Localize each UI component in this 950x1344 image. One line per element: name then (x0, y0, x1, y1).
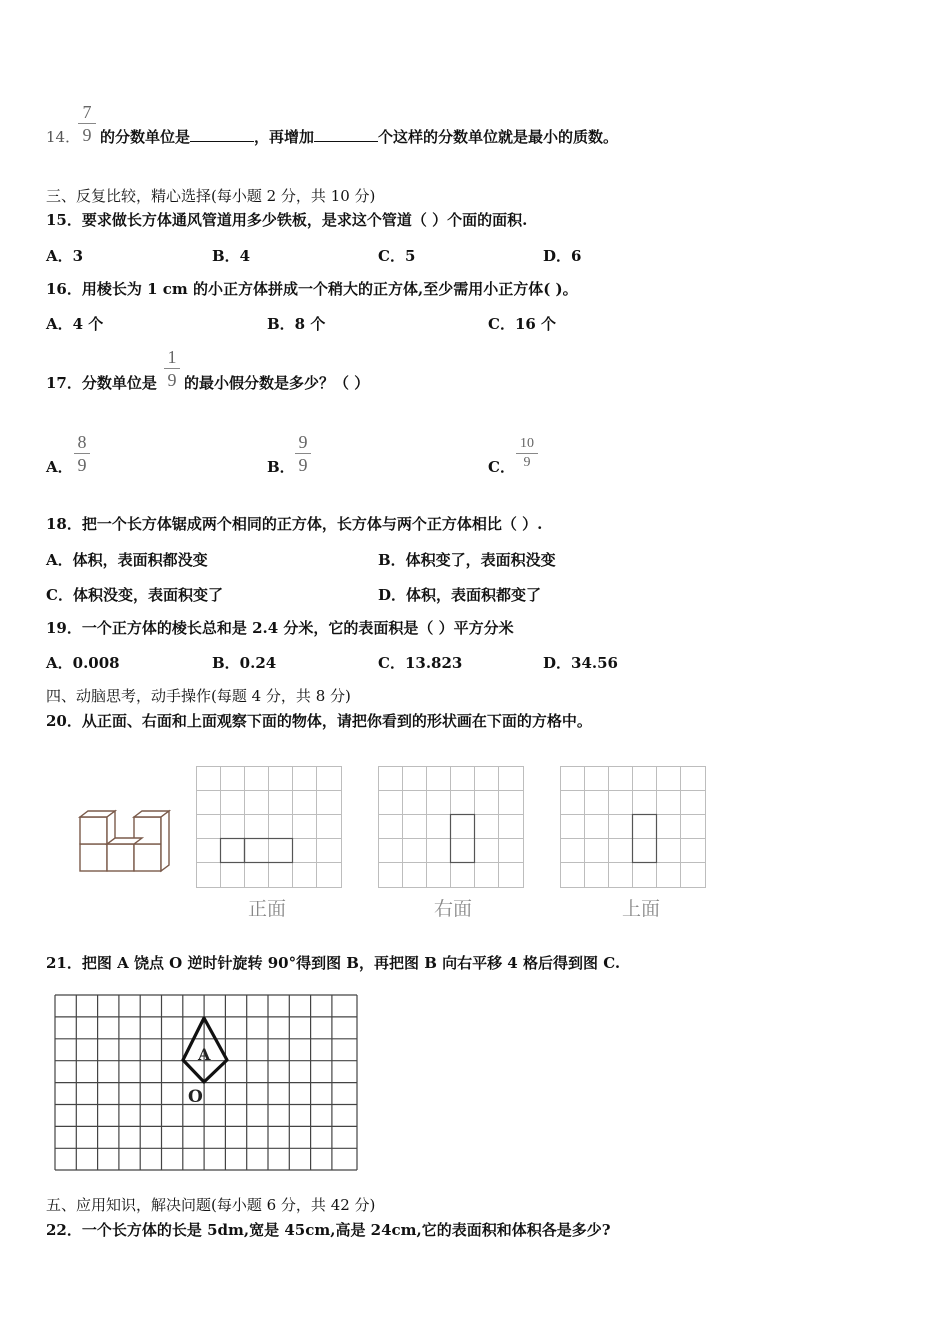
q17-option-c-fraction: 10 9 (516, 436, 538, 471)
q17-option-b-label[interactable]: B． (267, 458, 295, 476)
point-o-label: O (188, 1087, 203, 1107)
q14-blank-2[interactable] (314, 127, 378, 142)
question-22: 22．一个长方体的长是 5dm,宽是 45cm,高是 24cm,它的表面积和体积各是多少? (46, 1221, 611, 1239)
grid-front[interactable] (196, 766, 344, 890)
question-19: 19．一个正方体的棱长总和是 2.4 分米，它的表面积是（ ）平方分米 (46, 619, 514, 637)
q19-option-b[interactable]: B．0.24 (212, 654, 277, 672)
q16-option-a[interactable]: A．4 个 (46, 315, 104, 333)
q18-option-c[interactable]: C．体积没变，表面积变了 (46, 586, 223, 604)
shape-a-label: A (198, 1045, 211, 1064)
question-16: 16．用棱长为 1 cm 的小正方体拼成一个稍大的正方体,至少需用小正方体( )。 (46, 280, 578, 298)
question-17-text: 的最小假分数是多少？（ ） (184, 374, 370, 392)
q17-option-a-fraction: 8 9 (74, 432, 90, 475)
question-20: 20．从正面、右面和上面观察下面的物体，请把你看到的形状画在下面的方格中。 (46, 712, 592, 730)
q14-blank-1[interactable] (190, 127, 254, 142)
question-21: 21．把图 A 饶点 O 逆时针旋转 90°得到图 B，再把图 B 向右平移 4 格后得到图 C. (46, 954, 621, 972)
q14-number: 14． (46, 128, 81, 146)
rotation-grid[interactable] (54, 994, 360, 1172)
q15-option-c[interactable]: C．5 (378, 247, 416, 265)
q16-option-c[interactable]: C．16 个 (488, 315, 557, 333)
q19-option-c[interactable]: C．13.823 (378, 654, 463, 672)
q18-option-d[interactable]: D．体积，表面积都变了 (378, 586, 542, 604)
q16-option-b[interactable]: B．8 个 (267, 315, 326, 333)
cube-figure (76, 808, 172, 876)
question-17-prefix: 17．分数单位是 (46, 374, 157, 392)
q17-option-c-label[interactable]: C． (488, 458, 515, 476)
question-14 (46, 127, 80, 147)
q15-option-d[interactable]: D．6 (543, 247, 582, 265)
grid-top-label: 上面 (622, 898, 661, 920)
q17-fraction: 1 9 (164, 347, 180, 390)
q14-fraction: 7 9 (78, 102, 96, 145)
q15-option-a[interactable]: A．3 (46, 247, 84, 265)
q17-option-b-fraction: 9 9 (295, 432, 311, 475)
q14-text: 的分数单位是 ，再增加 个这样的分数单位就是最小的质数。 (100, 128, 619, 146)
grid-front-label: 正面 (248, 898, 287, 920)
question-18: 18．把一个长方体锯成两个相同的正方体，长方体与两个正方体相比（ ）. (46, 515, 543, 533)
q18-option-a[interactable]: A．体积，表面积都没变 (46, 551, 208, 569)
grid-top[interactable] (560, 766, 708, 890)
section-4-title: 四、动脑思考，动手操作(每题 4 分，共 8 分) (46, 687, 351, 705)
section-3-title: 三、反复比较，精心选择(每小题 2 分，共 10 分) (46, 187, 376, 205)
q19-option-d[interactable]: D．34.56 (543, 654, 618, 672)
q19-option-a[interactable]: A．0.008 (46, 654, 120, 672)
question-15: 15．要求做长方体通风管道用多少铁板，是求这个管道（ ）个面的面积. (46, 211, 528, 229)
q15-option-b[interactable]: B．4 (212, 247, 251, 265)
grid-right[interactable] (378, 766, 526, 890)
q18-option-b[interactable]: B．体积变了，表面积没变 (378, 551, 556, 569)
section-5-title: 五、应用知识，解决问题(每小题 6 分，共 42 分) (46, 1196, 376, 1214)
q17-option-a-label[interactable]: A． (46, 458, 73, 476)
grid-right-label: 右面 (434, 898, 473, 920)
